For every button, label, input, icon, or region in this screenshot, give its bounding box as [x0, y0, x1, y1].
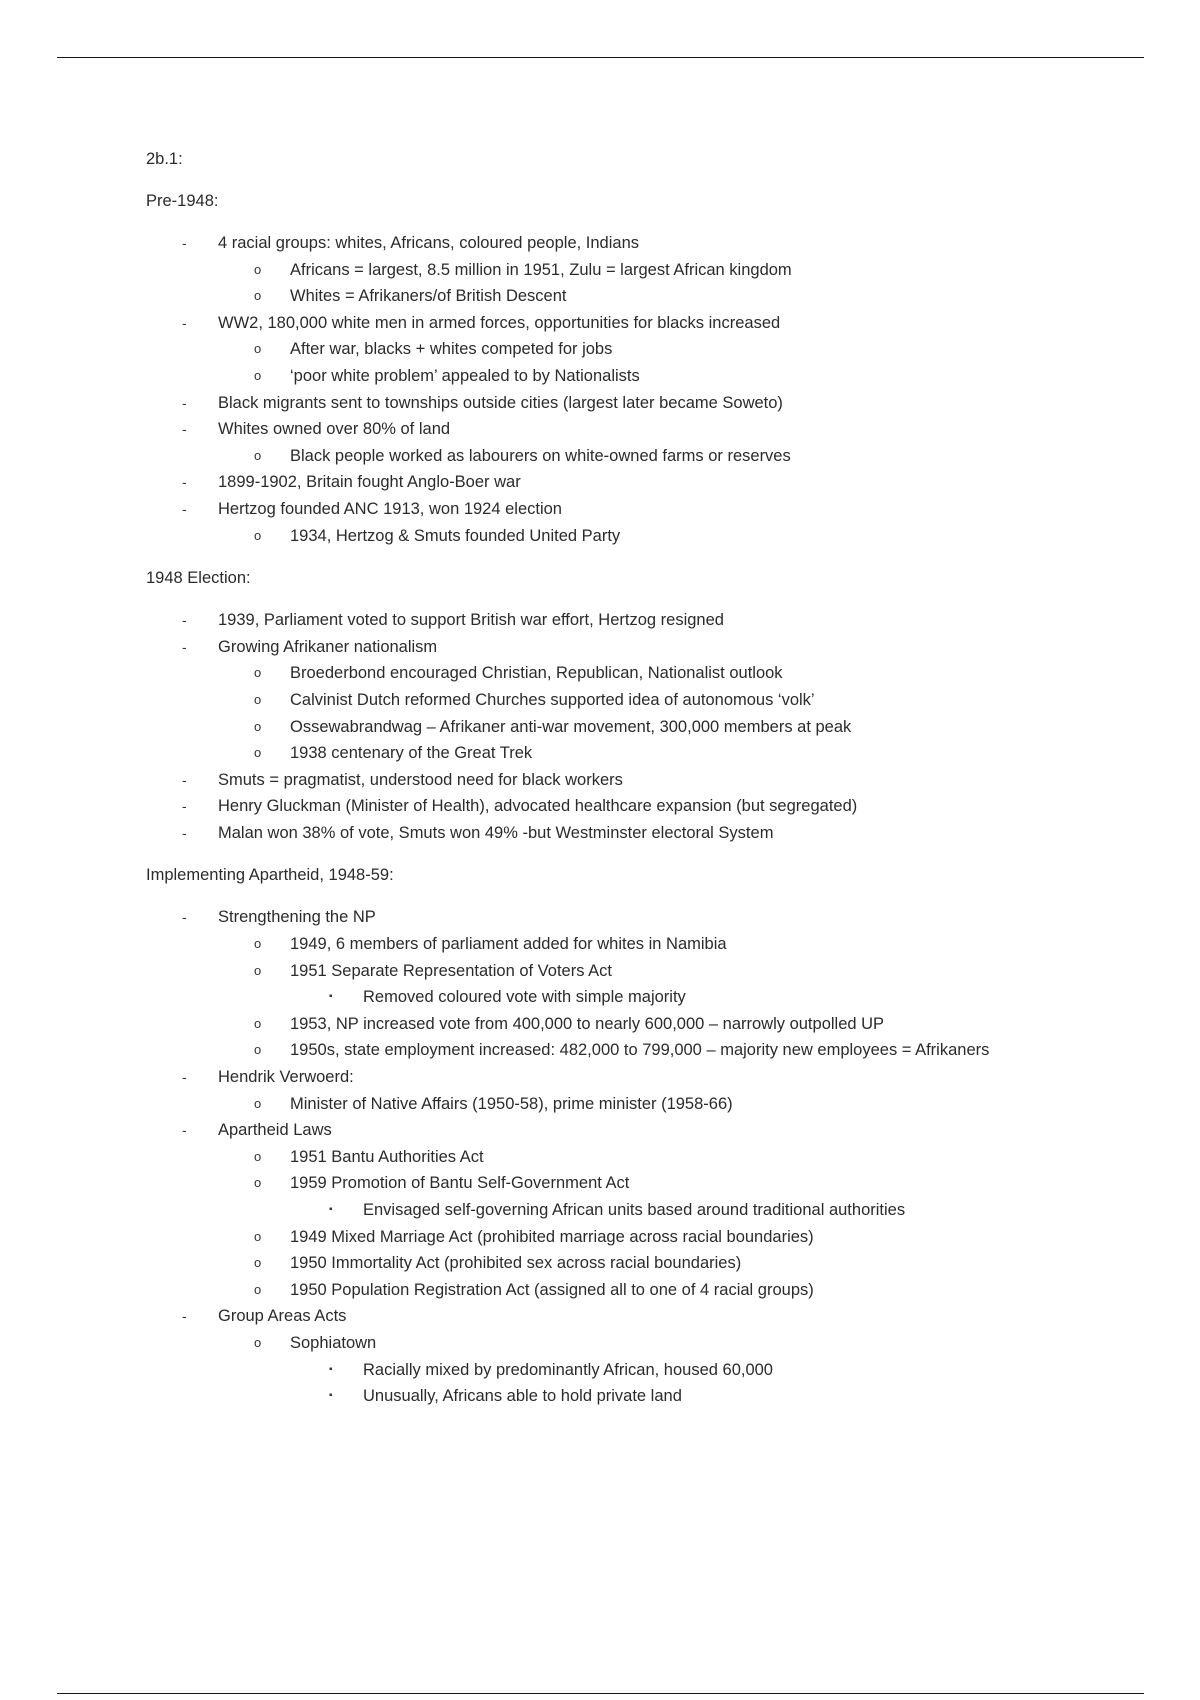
- dash-bullet-icon: -: [182, 314, 187, 331]
- list-item: [146, 496, 1136, 523]
- section-heading: Implementing Apartheid, 1948-59:: [146, 866, 394, 885]
- circle-bullet-icon: o: [254, 718, 262, 734]
- list-item-text: Henry Gluckman (Minister of Health), advocated healthcare expansion (but segregated): [218, 797, 858, 816]
- list-item-text: Growing Afrikaner nationalism: [218, 637, 438, 656]
- page-label: 2b.1:: [146, 150, 183, 168]
- list-item-text: 1934, Hertzog & Smuts founded United Party: [290, 526, 621, 545]
- list-item-text: 1950s, state employment increased: 482,000 to 799,000 – majority new employees = Afrikaners: [290, 1041, 990, 1060]
- list-item-text: After war, blacks + whites competed for jobs: [290, 340, 613, 359]
- list-item-text: Ossewabrandwag – Afrikaner anti-war movement, 300,000 members at peak: [290, 717, 852, 736]
- list-item: [146, 793, 1136, 820]
- list-item-text: Black migrants sent to townships outside cities (largest later became Soweto): [218, 393, 783, 412]
- list-item-text: Black people worked as labourers on white-owned farms or reserves: [290, 446, 791, 465]
- list-item: [146, 1383, 1136, 1410]
- circle-bullet-icon: o: [254, 691, 262, 707]
- list-item-text: Minister of Native Affairs (1950-58), prime minister (1958-66): [290, 1094, 733, 1113]
- list-item-text: Envisaged self-governing African units based around traditional authorities: [363, 1201, 906, 1219]
- dash-bullet-icon: -: [182, 909, 187, 926]
- bullet-list: [146, 607, 1136, 846]
- sections-container: [146, 188, 1136, 1410]
- footer-rule: [57, 1693, 1144, 1694]
- section: [146, 565, 1136, 846]
- list-item: [146, 1091, 1136, 1118]
- list-item: [146, 767, 1136, 794]
- dash-bullet-icon: -: [182, 638, 187, 655]
- circle-bullet-icon: o: [254, 1015, 262, 1031]
- circle-bullet-icon: o: [254, 341, 262, 357]
- bullet-list: [146, 230, 1136, 549]
- list-item-text: 1949, 6 members of parliament added for whites in Namibia: [290, 935, 727, 954]
- list-item: [146, 1064, 1136, 1091]
- square-bullet-icon: ▪: [329, 1390, 333, 1402]
- list-item-text: 1950 Immortality Act (prohibited sex across racial boundaries): [290, 1254, 742, 1273]
- list-item: [146, 687, 1136, 714]
- list-item-text: WW2, 180,000 white men in armed forces, opportunities for blacks increased: [218, 313, 781, 332]
- circle-bullet-icon: o: [254, 1334, 262, 1350]
- dash-bullet-icon: -: [182, 235, 187, 251]
- section: [146, 862, 1136, 1409]
- square-bullet-icon: ▪: [329, 1363, 333, 1375]
- dash-bullet-icon: -: [182, 612, 187, 629]
- list-item-text: 1899-1902, Britain fought Anglo-Boer war: [218, 473, 521, 492]
- list-item: [146, 257, 1136, 284]
- list-item-text: 1951 Separate Representation of Voters Act: [290, 961, 612, 980]
- dash-bullet-icon: -: [182, 421, 187, 438]
- list-item: [146, 660, 1136, 687]
- square-bullet-icon: ▪: [329, 991, 333, 1003]
- dash-bullet-icon: -: [182, 1122, 187, 1139]
- list-item-text: Whites = Afrikaners/of British Descent: [290, 287, 567, 306]
- circle-bullet-icon: o: [254, 1148, 262, 1164]
- list-item: [146, 1170, 1136, 1197]
- list-item: [146, 443, 1136, 470]
- list-item-text: Strengthening the NP: [218, 908, 376, 927]
- circle-bullet-icon: o: [254, 962, 262, 978]
- list-item-text: Unusually, Africans able to hold private land: [363, 1387, 682, 1406]
- list-item: [146, 607, 1136, 634]
- list-item: [146, 820, 1136, 847]
- list-item: [146, 740, 1136, 767]
- list-item-text: Hendrik Verwoerd:: [218, 1068, 354, 1087]
- circle-bullet-icon: o: [254, 1228, 262, 1244]
- list-item: [146, 1303, 1136, 1330]
- list-item: [146, 363, 1136, 390]
- list-item-text: Malan won 38% of vote, Smuts won 49% -but Westminster electoral System: [218, 823, 774, 842]
- list-item: [146, 958, 1136, 985]
- list-item-text: Africans = largest, 8.5 million in 1951, Zulu = largest African kingdom: [290, 260, 792, 279]
- list-item: [146, 1357, 1136, 1384]
- dash-bullet-icon: -: [182, 1069, 187, 1086]
- list-item-text: Removed coloured vote with simple majority: [363, 988, 686, 1007]
- list-item: [146, 230, 1136, 257]
- section-heading: 1948 Election:: [146, 569, 251, 588]
- header-rule: [57, 57, 1144, 58]
- list-item: [146, 1037, 1136, 1064]
- list-item-text: Group Areas Acts: [218, 1307, 347, 1326]
- list-item-text: 4 racial groups: whites, Africans, coloured people, Indians: [218, 234, 639, 252]
- list-item: [146, 1224, 1136, 1251]
- list-item: [146, 336, 1136, 363]
- list-item: [146, 469, 1136, 496]
- list-item-text: Apartheid Laws: [218, 1121, 332, 1140]
- list-item: [146, 904, 1136, 931]
- list-item-text: 1953, NP increased vote from 400,000 to nearly 600,000 – narrowly outpolled UP: [290, 1014, 885, 1033]
- circle-bullet-icon: o: [254, 1175, 262, 1191]
- section: [146, 188, 1136, 549]
- list-item-text: Sophiatown: [290, 1333, 377, 1352]
- list-item: [146, 984, 1136, 1011]
- circle-bullet-icon: o: [254, 745, 262, 761]
- circle-bullet-icon: o: [254, 447, 262, 463]
- circle-bullet-icon: o: [254, 1281, 262, 1297]
- list-item-text: 1949 Mixed Marriage Act (prohibited marriage across racial boundaries): [290, 1227, 814, 1246]
- list-item: [146, 714, 1136, 741]
- circle-bullet-icon: o: [254, 288, 262, 304]
- list-item: [146, 1011, 1136, 1038]
- bullet-list: [146, 904, 1136, 1409]
- list-item: [146, 283, 1136, 310]
- list-item: [146, 416, 1136, 443]
- list-item-text: 1950 Population Registration Act (assigned all to one of 4 racial groups): [290, 1280, 814, 1299]
- dash-bullet-icon: -: [182, 1308, 187, 1325]
- list-item-text: 1939, Parliament voted to support British war effort, Hertzog resigned: [218, 611, 724, 630]
- list-item: [146, 1197, 1136, 1224]
- list-item: [146, 1330, 1136, 1357]
- list-item: [146, 1250, 1136, 1277]
- dash-bullet-icon: -: [182, 474, 187, 491]
- square-bullet-icon: ▪: [329, 1204, 333, 1215]
- list-item-text: Calvinist Dutch reformed Churches supported idea of autonomous ‘volk’: [290, 690, 815, 709]
- list-item-text: 1938 centenary of the Great Trek: [290, 744, 533, 763]
- dash-bullet-icon: -: [182, 824, 187, 841]
- dash-bullet-icon: -: [182, 394, 187, 411]
- list-item-text: ‘poor white problem’ appealed to by Nationalists: [290, 366, 640, 385]
- list-item-text: Hertzog founded ANC 1913, won 1924 election: [218, 499, 562, 518]
- list-item: [146, 390, 1136, 417]
- dash-bullet-icon: -: [182, 500, 187, 517]
- list-item: [146, 1117, 1136, 1144]
- section-heading: Pre-1948:: [146, 192, 219, 210]
- list-item: [146, 523, 1136, 550]
- circle-bullet-icon: o: [254, 936, 262, 952]
- circle-bullet-icon: o: [254, 367, 262, 383]
- list-item: [146, 634, 1136, 661]
- list-item-text: Broederbond encouraged Christian, Republican, Nationalist outlook: [290, 664, 783, 683]
- circle-bullet-icon: o: [254, 261, 262, 277]
- list-item: [146, 931, 1136, 958]
- circle-bullet-icon: o: [254, 665, 262, 681]
- list-item-text: 1959 Promotion of Bantu Self-Government Act: [290, 1174, 630, 1193]
- document-body: [146, 146, 1136, 1426]
- circle-bullet-icon: o: [254, 1095, 262, 1111]
- list-item-text: Whites owned over 80% of land: [218, 420, 451, 439]
- list-item: [146, 1144, 1136, 1171]
- circle-bullet-icon: o: [254, 527, 262, 543]
- circle-bullet-icon: o: [254, 1255, 262, 1271]
- list-item: [146, 1277, 1136, 1304]
- circle-bullet-icon: o: [254, 1042, 262, 1058]
- list-item: [146, 310, 1136, 337]
- list-item-text: Smuts = pragmatist, understood need for black workers: [218, 770, 623, 789]
- dash-bullet-icon: -: [182, 798, 187, 815]
- list-item-text: 1951 Bantu Authorities Act: [290, 1147, 484, 1166]
- list-item-text: Racially mixed by predominantly African, housed 60,000: [363, 1360, 773, 1379]
- dash-bullet-icon: -: [182, 771, 187, 788]
